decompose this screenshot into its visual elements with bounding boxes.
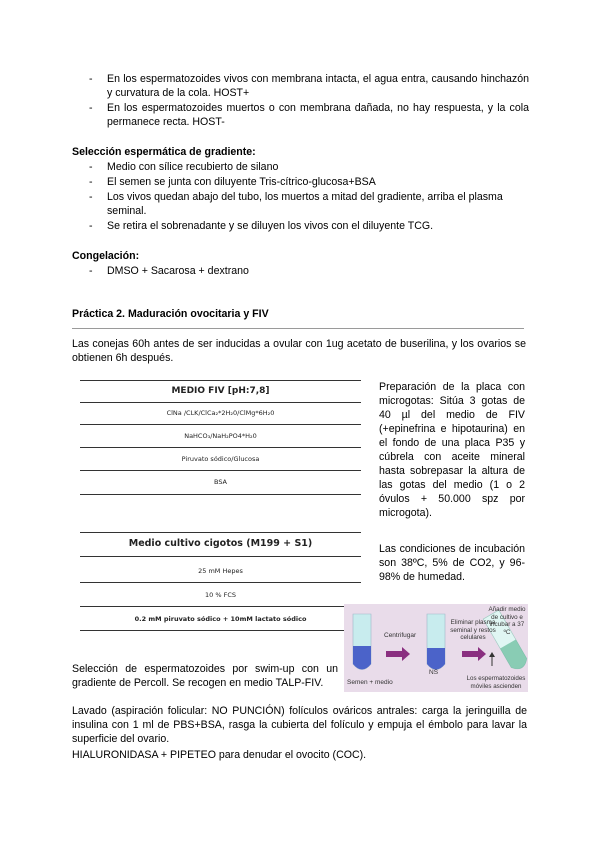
table-line (80, 582, 361, 583)
table-row: 10 % FCS (205, 591, 236, 599)
label-motile-sperm: Los espermatozoides móviles ascienden (466, 675, 526, 690)
bullet-text: DMSO + Sacarosa + dextrano (107, 265, 249, 277)
table-row: 25 mM Hepes (198, 567, 243, 575)
tube-pellet-icon (427, 614, 445, 670)
table-line (80, 494, 361, 495)
bullet-text: El semen se junta con diluyente Tris-cítrico-glucosa+BSA (107, 176, 376, 188)
label-add-medium: Añadir medio de cultivo e incubar a 37 ºC (488, 606, 526, 636)
bullet-dash: - (89, 73, 93, 85)
table-line (80, 470, 361, 471)
practice-intro: Las conejas 60h antes de ser inducidas a ovular con 1ug acetato de buserilina, y los ovarios se obtienen 6h después. (72, 338, 526, 364)
practice-title: Práctica 2. Maduración ovocitaria y FIV (72, 308, 269, 320)
bullet-dash: - (89, 265, 93, 277)
table-line (80, 380, 361, 381)
label-ns: NS (429, 669, 439, 676)
plate-preparation: Preparación de la placa con microgotas: Sitúa 3 gotas de 40 µl del medio de FIV (+epinefrina e hipotaurina) en el fondo de una placa P35 y cúbrela con aceite mineral hasta sobrepasar la altura de las gotas del medio (1 o 2 óvulos + 50.000 spz por microgota). (379, 381, 525, 519)
swimup-diagram (344, 604, 528, 692)
bullet-text: Se retira el sobrenadante y se diluyen los vivos con el diluyente TCG. (107, 220, 434, 232)
tube-semen-icon (353, 614, 371, 670)
bullet-dash: - (89, 176, 93, 188)
table-row: BSA (213, 478, 228, 486)
table-line (80, 402, 361, 403)
bullet-dash: - (89, 161, 93, 173)
table-row: 0.2 mM piruvato sódico + 10mM lactato sódico (134, 615, 307, 623)
gradient-heading: Selección espermática de gradiente: (72, 146, 256, 158)
table-line (80, 606, 361, 607)
table-fiv-title: MEDIO FIV [pH:7,8] (171, 386, 270, 396)
bullet-dash: - (89, 102, 93, 114)
table-row: NaHCO₃/NaH₂PO4*H₂0 (184, 432, 257, 440)
table-line (80, 447, 361, 448)
table-row: ClNa /CLK/ClCa₂*2H₂0/ClMg*6H₂0 (166, 409, 275, 417)
label-remove-plasma: Eliminar plasma seminal y restos celulares (450, 619, 496, 641)
bullet-text: En los espermatozoides muertos o con membrana dañada, no hay respuesta, y la cola permanece recta. HOST- (107, 102, 529, 128)
bullet-text: Los vivos quedan abajo del tubo, los muertos a mitad del gradiente, arriba el plasma seminal. (107, 191, 503, 217)
label-semen-medium: Semen + medio (347, 679, 393, 686)
table-zygote-title: Medio cultivo cigotos (M199 + S1) (128, 538, 313, 549)
incubation-conditions: Las condiciones de incubación son 38ºC, 5% de CO2, y 96-98% de humedad. (379, 543, 525, 583)
lavado-text: Lavado (aspiración folicular: NO PUNCIÓN) folículos ováricos antrales: carga la jeringuilla de insulina con 1 ml de PBS+BSA, rasga la cubierta del folículo y empuja el émbolo para lavar la superficie del ovario. (72, 705, 527, 745)
bullet-dash: - (89, 191, 93, 203)
bullet-dash: - (89, 220, 93, 232)
table-line (80, 532, 361, 533)
table-line (80, 556, 361, 557)
bullet-text: En los espermatozoides vivos con membrana intacta, el agua entra, causando hinchazón y curvatura de la cola. HOST+ (107, 73, 529, 99)
table-row: Piruvato sódico/Glucosa (181, 455, 260, 463)
label-centrifuge: Centrifugar (384, 632, 417, 639)
table-line (80, 630, 361, 631)
table-line (80, 424, 361, 425)
hialuronidasa-text: HIALURONIDASA + PIPETEO para denudar el ovocito (COC). (72, 749, 367, 761)
bullet-text: Medio con sílice recubierto de silano (107, 161, 279, 173)
swimup-text: Selección de espermatozoides por swim-up con un gradiente de Percoll. Se recogen en medio TALP-FIV. (72, 663, 338, 689)
freezing-heading: Congelación: (72, 250, 140, 262)
section-divider (72, 328, 524, 329)
